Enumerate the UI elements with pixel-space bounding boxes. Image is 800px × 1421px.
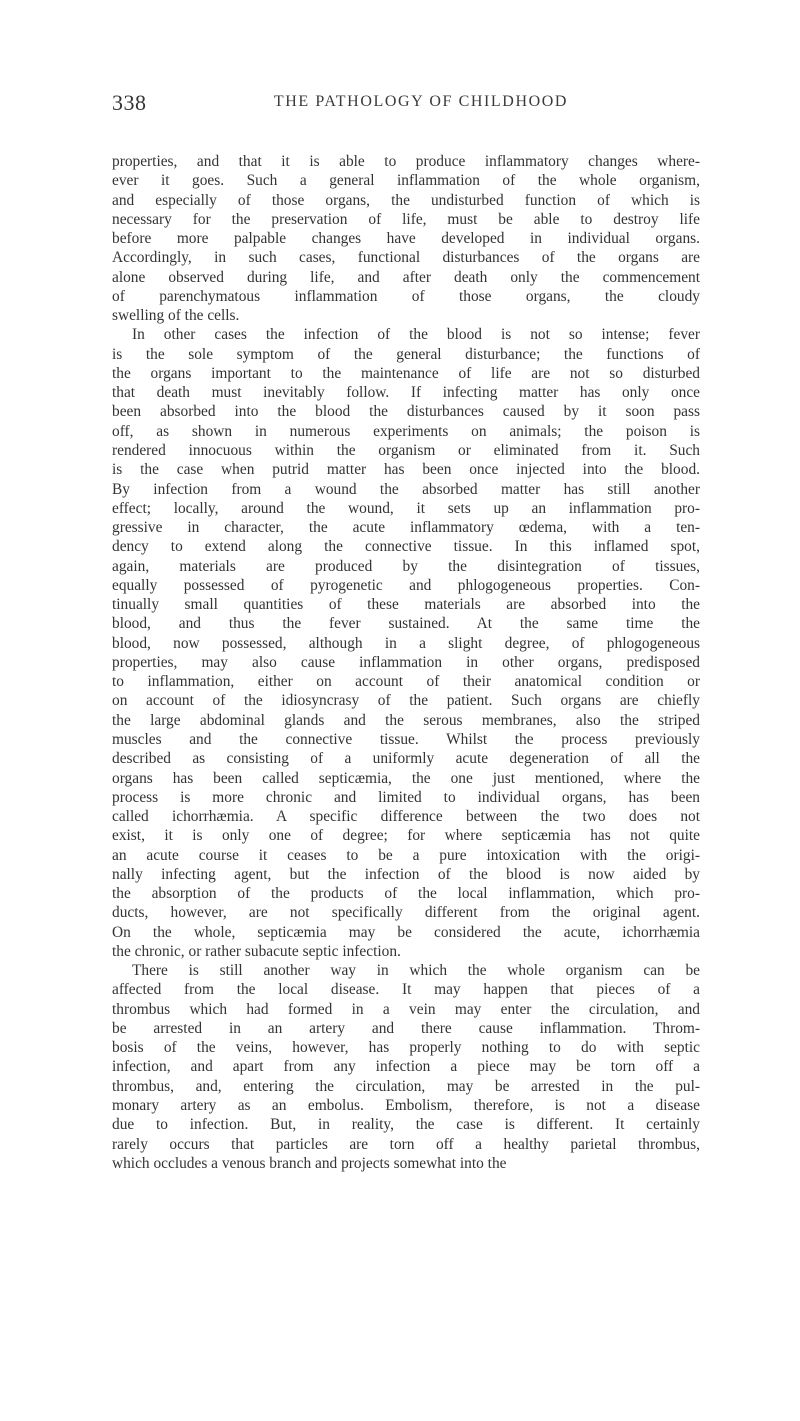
running-head: [112, 90, 700, 118]
text-line: which occludes a venous branch and projects somewhat into the: [112, 1154, 507, 1172]
paragraph: [112, 961, 700, 1173]
text-line: is the case when putrid matter has been once injected into the blood.: [112, 461, 700, 479]
text-line: the large abdominal glands and the serous membranes, also the striped: [112, 711, 700, 729]
text-line: gressive in character, the acute inflammatory œdema, with a ten-: [112, 519, 700, 537]
text-line: thrombus, and, entering the circulation, may be arrested in the pul-: [112, 1077, 700, 1095]
text-line: alone observed during life, and after death only the commencement: [112, 268, 700, 286]
text-line: the chronic, or rather subacute septic infection.: [112, 942, 401, 960]
page-number: 338: [112, 90, 147, 115]
text-line: described as consisting of a uniformly acute degeneration of all the: [112, 750, 700, 768]
text-line: tinually small quantities of these materials are absorbed into the: [112, 596, 700, 614]
text-line: properties, and that it is able to produce inflammatory changes where-: [112, 153, 700, 170]
text-line: called ichorrhæmia. A specific difference between the two does not: [112, 808, 700, 826]
text-line: before more palpable changes have developed in individual organs.: [112, 230, 700, 248]
paragraph: [112, 325, 700, 961]
text-line: affected from the local disease. It may happen that pieces of a: [112, 981, 700, 999]
text-line: of parenchymatous inflammation of those organs, the cloudy: [112, 287, 700, 305]
text-line: bosis of the veins, however, has properly nothing to do with septic: [112, 1039, 700, 1057]
text-line: In other cases the infection of the blood is not so intense; fever: [132, 326, 700, 344]
text-line: off, as shown in numerous experiments on animals; the poison is: [112, 422, 700, 440]
text-line: effect; locally, around the wound, it sets up an inflammation pro-: [112, 499, 700, 517]
text-line: dency to extend along the connective tissue. In this inflamed spot,: [112, 538, 700, 556]
text-line: an acute course it ceases to be a pure intoxication with the origi-: [112, 846, 700, 864]
text-line: Accordingly, in such cases, functional disturbances of the organs are: [112, 249, 700, 267]
text-line: blood, and thus the fever sustained. At the same time the: [112, 615, 700, 633]
text-line: rendered innocuous within the organism or eliminated from it. Such: [112, 441, 700, 459]
text-line: the organs important to the maintenance of life are not so disturbed: [112, 364, 700, 382]
text-line: and especially of those organs, the undisturbed function of which is: [112, 191, 700, 209]
text-line: to inflammation, either on account of their anatomical condition or: [112, 673, 700, 691]
text-line: properties, may also cause inflammation in other organs, predisposed: [112, 653, 700, 671]
text-line: organs has been called septicæmia, the one just mentioned, where the: [112, 769, 700, 787]
text-line: is the sole symptom of the general disturbance; the functions of: [112, 345, 700, 363]
text-line: that death must inevitably follow. If infecting matter has only once: [112, 384, 700, 402]
text-line: infection, and apart from any infection a piece may be torn off a: [112, 1058, 700, 1076]
text-line: ever it goes. Such a general inflammation of the whole organism,: [112, 172, 700, 190]
paragraph: [112, 152, 700, 325]
text-line: be arrested in an artery and there cause inflammation. Throm-: [112, 1019, 700, 1037]
text-line: ducts, however, are not specifically different from the original agent.: [112, 904, 700, 922]
text-line: necessary for the preservation of life, must be able to destroy life: [112, 210, 700, 228]
text-line: nally infecting agent, but the infection of the blood is now aided by: [112, 865, 700, 883]
text-line: By infection from a wound the absorbed matter has still another: [112, 480, 700, 498]
body-text: [112, 152, 700, 1173]
text-line: thrombus which had formed in a vein may enter the circulation, and: [112, 1000, 700, 1018]
text-line: again, materials are produced by the disintegration of tissues,: [112, 557, 700, 575]
text-line: swelling of the cells.: [112, 307, 240, 325]
text-line: On the whole, septicæmia may be considered the acute, ichorrhæmia: [112, 923, 700, 941]
text-line: the absorption of the products of the local inflammation, which pro-: [112, 885, 700, 903]
text-line: process is more chronic and limited to individual organs, has been: [112, 788, 700, 806]
text-line: due to infection. But, in reality, the case is different. It certainly: [112, 1116, 700, 1134]
text-line: equally possessed of pyrogenetic and phlogogeneous properties. Con-: [112, 576, 700, 594]
text-line: on account of the idiosyncrasy of the patient. Such organs are chiefly: [112, 692, 700, 710]
text-line: been absorbed into the blood the disturbances caused by it soon pass: [112, 403, 700, 421]
text-line: monary artery as an embolus. Embolism, therefore, is not a disease: [112, 1097, 700, 1115]
text-line: There is still another way in which the whole organism can be: [132, 962, 700, 980]
text-line: blood, now possessed, although in a slight degree, of phlogogeneous: [112, 634, 700, 652]
running-title: THE PATHOLOGY OF CHILDHOOD: [273, 93, 569, 110]
text-line: exist, it is only one of degree; for where septicæmia has not quite: [112, 827, 700, 845]
text-line: muscles and the connective tissue. Whilst the process previously: [112, 730, 700, 748]
text-line: rarely occurs that particles are torn off a healthy parietal thrombus,: [112, 1135, 700, 1153]
